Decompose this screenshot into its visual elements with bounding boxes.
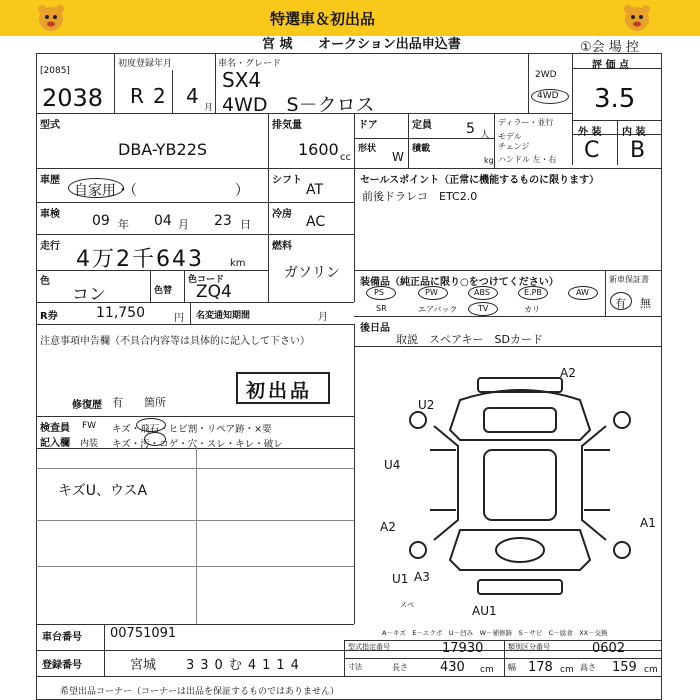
mark-a2-side: A2	[380, 520, 396, 534]
displacement-label: 排気量	[272, 120, 302, 131]
mark-u4: U4	[384, 458, 401, 472]
color-code-value: ZQ4	[196, 282, 232, 302]
mark-a1: A1	[640, 516, 656, 530]
recycle-label: R券	[40, 311, 58, 322]
reg-number: 330む4114	[186, 658, 305, 673]
height-value: 159	[612, 660, 637, 675]
sales-point-text: 前後ドラレコ ETC2.0	[362, 190, 478, 203]
repair-label: 修復歴	[72, 400, 102, 411]
org-name: 宮 城	[262, 37, 293, 52]
warranty-yes: 有	[615, 297, 626, 310]
drive-4wd: 4WD	[537, 91, 559, 101]
warranty-label: 新車保証書	[609, 275, 649, 284]
inspection-year: 09	[92, 213, 110, 229]
mileage-value: 4万2千643	[76, 247, 204, 272]
stamp-text: 初出品	[246, 380, 313, 402]
registration-year: 2	[153, 84, 166, 108]
equip-epb: E.PB	[524, 288, 542, 297]
later-items-label: 後日品	[360, 323, 390, 334]
history-value: 自家用・（ ）	[74, 183, 249, 199]
width-label: 幅	[508, 663, 516, 672]
fuel-value: ガソリン	[284, 265, 340, 281]
reg-label: 登録番号	[42, 660, 82, 671]
interior-label: 内 装	[622, 127, 646, 138]
footer-corner: 希望出品コーナー（コーナーは出品を保証するものではありません）	[60, 687, 340, 697]
height-label: 高さ	[580, 663, 596, 672]
record-label: 記入欄	[40, 438, 70, 449]
inspector-label: 検査員	[40, 423, 70, 434]
ac-value: AC	[306, 214, 326, 230]
model-value: DBA-YB22S	[118, 140, 208, 159]
mascot-icon-left	[36, 3, 66, 33]
exterior-label: 外 装	[578, 127, 602, 138]
equip-pw: PW	[425, 288, 438, 297]
drive-2wd: 2WD	[535, 70, 557, 80]
spare-label: スペ	[400, 601, 414, 609]
shape-label: 形状	[358, 144, 377, 154]
dims-label: 寸法	[348, 663, 362, 671]
equip-abs: ABS	[474, 288, 490, 297]
color-value: コン	[72, 285, 106, 305]
vehicle-grade: 4WD S－クロス	[222, 94, 375, 116]
equip-sr: SR	[376, 304, 387, 313]
displacement-value: 1600	[298, 140, 339, 159]
inspector-row1: キズ・飛石・ヒビ割・リペア跡・×要	[112, 424, 272, 435]
equip-kari: カリ	[524, 305, 540, 314]
lot-number: 2038	[42, 84, 104, 112]
change-label: チェンジ	[498, 142, 530, 151]
inspector-row2: キズ・汚・コゲ・穴・スレ・キレ・破レ	[112, 439, 283, 450]
registration-month: 4	[186, 84, 199, 108]
class-label: 類別区分番号	[508, 643, 550, 651]
handle-label: ハンドル 左・右	[498, 155, 557, 164]
length-value: 430	[440, 660, 465, 675]
inspection-day: 23	[214, 213, 232, 229]
color-type-label: 色替	[154, 286, 173, 296]
capacity-value: 5	[466, 121, 475, 137]
interior-grade: B	[630, 138, 646, 163]
damage-legend: A－キズ E－エクボ U－凹み W－補修跡 S－サビ C－腐食 XX－交換	[382, 629, 608, 637]
mascot-icon-right	[622, 3, 652, 33]
mark-a3: A3	[414, 570, 430, 584]
dealer-label: ディラー・並行	[498, 118, 554, 127]
repair-value: 有	[112, 396, 123, 409]
equipment-label: 装備品（純正品に限り○をつけてください）	[360, 277, 559, 288]
repair-unit: 箇所	[144, 396, 166, 409]
mark-u2: U2	[418, 398, 435, 412]
model-change-label: モデル	[498, 132, 522, 141]
width-value: 178	[528, 660, 553, 675]
length-label: 長さ	[392, 663, 408, 672]
tax-label: 名変通知期間	[196, 311, 251, 321]
shift-label: シフト	[272, 175, 302, 186]
inspection-month: 04	[154, 213, 172, 229]
chassis-label: 車台番号	[42, 632, 82, 643]
color-label: 色	[40, 276, 50, 287]
chassis-value: 00751091	[110, 626, 177, 641]
class-value: 0602	[592, 641, 626, 656]
mark-u1: U1	[392, 572, 409, 586]
doors-label: ドア	[358, 120, 378, 131]
history-label: 車歴	[40, 175, 60, 186]
equip-ps: PS	[374, 288, 384, 297]
equip-aw: AW	[576, 288, 589, 297]
mileage-label: 走行	[40, 241, 60, 252]
model-label: 型式	[40, 120, 60, 131]
shape-value: W	[392, 150, 404, 164]
reg-region: 宮城	[130, 658, 157, 673]
equip-airbag: エアバック	[418, 305, 458, 314]
evaluation-label: 評 価 点	[592, 60, 629, 71]
banner-title: 特選車＆初出品	[270, 10, 376, 28]
mark-au1: AU1	[472, 604, 497, 618]
inspector-inner: 内装	[80, 439, 99, 449]
car-diagram	[400, 370, 640, 610]
exterior-grade: C	[584, 138, 600, 163]
equip-tv: TV	[478, 304, 489, 313]
inspector-fw: FW	[82, 421, 97, 431]
vehicle-name-label: 車名・グレード	[218, 59, 282, 69]
fuel-label: 燃料	[272, 241, 292, 252]
venue-copy: ①会 場 控	[580, 40, 639, 55]
lot-ref: [2085]	[40, 66, 70, 76]
shift-value: AT	[306, 182, 324, 198]
warranty-no: 無	[640, 297, 651, 310]
form-subtitle: オークション出品申込書	[318, 37, 461, 52]
inspection-label: 車検	[40, 209, 60, 220]
later-items-value: 取説 スペアキー SDカード	[396, 333, 544, 346]
type-cert-value: 17930	[442, 641, 484, 656]
mark-a2-top: A2	[560, 366, 576, 380]
registration-era: R	[130, 84, 144, 108]
color-code-label: 色コード	[188, 275, 225, 285]
notes-label: 注意事項申告欄（不具合内容等は具体的に記入して下さい）	[40, 336, 310, 347]
evaluation-score: 3.5	[594, 84, 636, 114]
load-label: 積載	[412, 144, 431, 154]
recycle-amount: 11,750	[96, 305, 145, 321]
ac-label: 冷房	[272, 209, 292, 220]
sales-point-label: セールスポイント（正常に機能するものに限ります）	[360, 175, 600, 186]
handwritten-damage: キズU、ウスA	[58, 483, 148, 499]
registration-label: 初度登録年月	[118, 59, 173, 69]
vehicle-name: SX4	[222, 68, 262, 92]
capacity-label: 定員	[412, 120, 432, 131]
type-cert-label: 型式指定番号	[348, 643, 390, 651]
